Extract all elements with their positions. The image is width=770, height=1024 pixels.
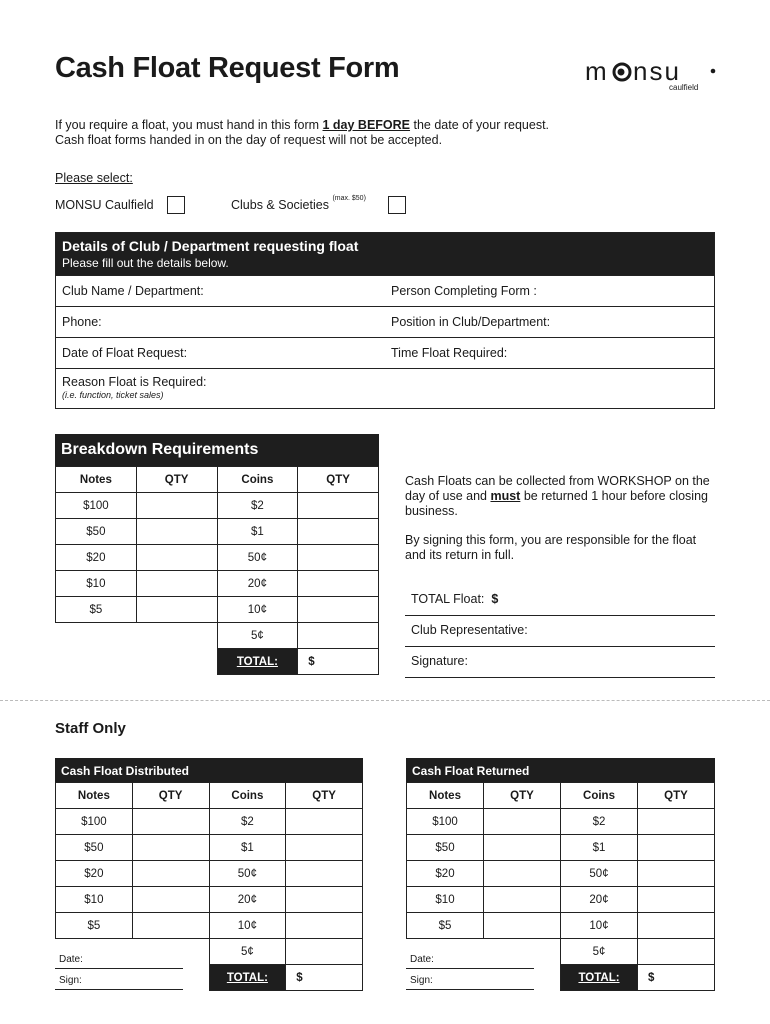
column-header: Notes <box>56 467 137 493</box>
table-row <box>56 597 379 623</box>
monsu-logo <box>585 58 717 94</box>
table-row <box>407 835 715 861</box>
total-label: TOTAL: <box>217 649 298 675</box>
empty-cell <box>56 649 137 675</box>
note-qty-cell[interactable] <box>484 861 561 887</box>
note-qty-cell[interactable] <box>136 519 217 545</box>
coin-qty-cell[interactable] <box>286 913 363 939</box>
coin-qty-cell[interactable] <box>298 545 379 571</box>
coin-denomination: 50¢ <box>561 861 638 887</box>
table-row <box>56 571 379 597</box>
table-row <box>407 887 715 913</box>
coin-qty-cell[interactable] <box>286 861 363 887</box>
distributed-date-field[interactable]: Date: <box>55 948 183 969</box>
coin-qty-cell[interactable] <box>298 597 379 623</box>
details-subtitle: Please fill out the details below. <box>62 256 229 270</box>
note-denomination: $5 <box>56 597 137 623</box>
position-field[interactable]: Position in Club/Department: <box>391 315 551 329</box>
coin-qty-cell[interactable] <box>298 571 379 597</box>
date-field[interactable]: Date of Float Request: <box>62 346 188 360</box>
coin-denomination: $2 <box>561 809 638 835</box>
note-denomination: $50 <box>56 519 137 545</box>
coin-denomination: 5¢ <box>217 623 298 649</box>
table-row <box>56 545 379 571</box>
empty-cell <box>136 623 217 649</box>
coin-denomination: $1 <box>217 519 298 545</box>
coin-qty-cell[interactable] <box>286 939 363 965</box>
coin-denomination: 5¢ <box>209 939 286 965</box>
coin-qty-cell[interactable] <box>298 519 379 545</box>
returned-sign-field[interactable]: Sign: <box>406 969 534 990</box>
note-qty-cell[interactable] <box>136 545 217 571</box>
details-section <box>55 232 715 409</box>
distributed-title: Cash Float Distributed <box>55 758 363 782</box>
note-denomination: $100 <box>407 809 484 835</box>
coin-denomination: 50¢ <box>209 861 286 887</box>
note-qty-cell[interactable] <box>132 861 209 887</box>
note-qty-cell[interactable] <box>484 887 561 913</box>
note-qty-cell[interactable] <box>136 597 217 623</box>
coin-qty-cell[interactable] <box>638 861 715 887</box>
time-field[interactable]: Time Float Required: <box>391 346 508 360</box>
monsu-caulfield-checkbox[interactable] <box>167 196 185 214</box>
coin-denomination: 50¢ <box>217 545 298 571</box>
phone-field[interactable]: Phone: <box>62 315 102 329</box>
note-qty-cell[interactable] <box>136 493 217 519</box>
note-denomination: $10 <box>56 887 133 913</box>
column-header: Notes <box>56 783 133 809</box>
coin-denomination: 10¢ <box>217 597 298 623</box>
note-qty-cell[interactable] <box>132 809 209 835</box>
column-header: QTY <box>298 467 379 493</box>
note-denomination: $50 <box>407 835 484 861</box>
note-denomination: $20 <box>56 861 133 887</box>
info-text: Cash Floats can be collected from WORKSHOP on the day of use and must be returned 1 hour before closing business. By signing this form, you are responsible for the float and its return in full. <box>405 474 710 562</box>
column-header: Coins <box>561 783 638 809</box>
empty-cell <box>136 649 217 675</box>
column-header: QTY <box>484 783 561 809</box>
note-qty-cell[interactable] <box>484 913 561 939</box>
coin-denomination: 20¢ <box>217 571 298 597</box>
total-amount-cell[interactable]: $ <box>286 965 363 991</box>
note-qty-cell[interactable] <box>132 913 209 939</box>
note-qty-cell[interactable] <box>484 835 561 861</box>
table-row <box>56 809 363 835</box>
signature-field[interactable]: Signature: <box>405 654 715 678</box>
total-amount-cell[interactable]: $ <box>298 649 379 675</box>
coin-denomination: $1 <box>209 835 286 861</box>
table-row <box>56 913 363 939</box>
note-denomination: $50 <box>56 835 133 861</box>
table-row <box>407 861 715 887</box>
coin-qty-cell[interactable] <box>286 887 363 913</box>
note-qty-cell[interactable] <box>484 809 561 835</box>
coin-qty-cell[interactable] <box>638 809 715 835</box>
note-qty-cell[interactable] <box>132 835 209 861</box>
note-qty-cell[interactable] <box>132 887 209 913</box>
table-row <box>56 649 379 675</box>
reason-field[interactable]: Reason Float is Required: (i.e. function, ticket sales) <box>56 368 714 408</box>
column-header: QTY <box>132 783 209 809</box>
clubs-societies-checkbox[interactable] <box>388 196 406 214</box>
option-monsu-label: MONSU Caulfield <box>55 198 154 212</box>
column-header: Coins <box>209 783 286 809</box>
coin-qty-cell[interactable] <box>638 835 715 861</box>
divider <box>0 700 770 701</box>
returned-title: Cash Float Returned <box>406 758 715 782</box>
coin-denomination: $2 <box>217 493 298 519</box>
column-header: Coins <box>217 467 298 493</box>
staff-only-title: Staff Only <box>55 720 126 737</box>
coin-qty-cell[interactable] <box>286 835 363 861</box>
note-denomination: $20 <box>407 861 484 887</box>
details-title: Details of Club / Department requesting float <box>62 238 359 254</box>
please-select-label: Please select: <box>55 171 133 185</box>
note-denomination: $10 <box>407 887 484 913</box>
table-row <box>407 809 715 835</box>
club-name-field[interactable]: Club Name / Department: <box>62 284 204 298</box>
coin-qty-cell[interactable] <box>298 623 379 649</box>
breakdown-title: Breakdown Requirements <box>55 434 379 466</box>
coin-denomination: 20¢ <box>209 887 286 913</box>
coin-qty-cell[interactable] <box>638 887 715 913</box>
total-label: TOTAL: <box>209 965 286 991</box>
note-denomination: $5 <box>407 913 484 939</box>
note-denomination: $20 <box>56 545 137 571</box>
note-denomination: $5 <box>56 913 133 939</box>
svg-text:nsu: nsu <box>633 58 681 86</box>
total-float-field[interactable]: TOTAL Float: $ <box>405 592 715 616</box>
option-clubs-label: Clubs & Societies $^{(max. \$50)}$ <box>231 194 366 212</box>
coin-denomination: 20¢ <box>561 887 638 913</box>
column-header: QTY <box>638 783 715 809</box>
total-label: TOTAL: <box>561 965 638 991</box>
coin-denomination: 10¢ <box>561 913 638 939</box>
coin-qty-cell[interactable] <box>638 939 715 965</box>
coin-qty-cell[interactable] <box>286 809 363 835</box>
club-rep-field[interactable]: Club Representative: <box>405 623 715 647</box>
coin-denomination: $1 <box>561 835 638 861</box>
note-denomination: $100 <box>56 809 133 835</box>
note-denomination: $100 <box>56 493 137 519</box>
svg-text:m: m <box>585 58 609 86</box>
total-amount-cell[interactable]: $ <box>638 965 715 991</box>
column-header: QTY <box>136 467 217 493</box>
table-row <box>56 835 363 861</box>
page-title: Cash Float Request Form <box>55 52 400 84</box>
coin-denomination: $2 <box>209 809 286 835</box>
coin-denomination: 5¢ <box>561 939 638 965</box>
note-qty-cell[interactable] <box>136 571 217 597</box>
person-completing-field[interactable]: Person Completing Form : <box>391 284 537 298</box>
table-row <box>407 913 715 939</box>
column-header: Notes <box>407 783 484 809</box>
logo-sub: caulfield <box>669 83 699 92</box>
table-row <box>56 493 379 519</box>
table-row <box>56 887 363 913</box>
note-denomination: $10 <box>56 571 137 597</box>
coin-qty-cell[interactable] <box>298 493 379 519</box>
distributed-sign-field[interactable]: Sign: <box>55 969 183 990</box>
breakdown-table <box>55 466 379 675</box>
table-row <box>56 623 379 649</box>
intro-text: If you require a float, you must hand in this form 1 day BEFORE the date of your request. Cash float forms handed in on the day of request will not be accepted. <box>55 118 550 147</box>
empty-cell <box>56 623 137 649</box>
table-row <box>56 861 363 887</box>
coin-denomination: 10¢ <box>209 913 286 939</box>
column-header: QTY <box>286 783 363 809</box>
table-row <box>56 519 379 545</box>
coin-qty-cell[interactable] <box>638 913 715 939</box>
returned-date-field[interactable]: Date: <box>406 948 534 969</box>
